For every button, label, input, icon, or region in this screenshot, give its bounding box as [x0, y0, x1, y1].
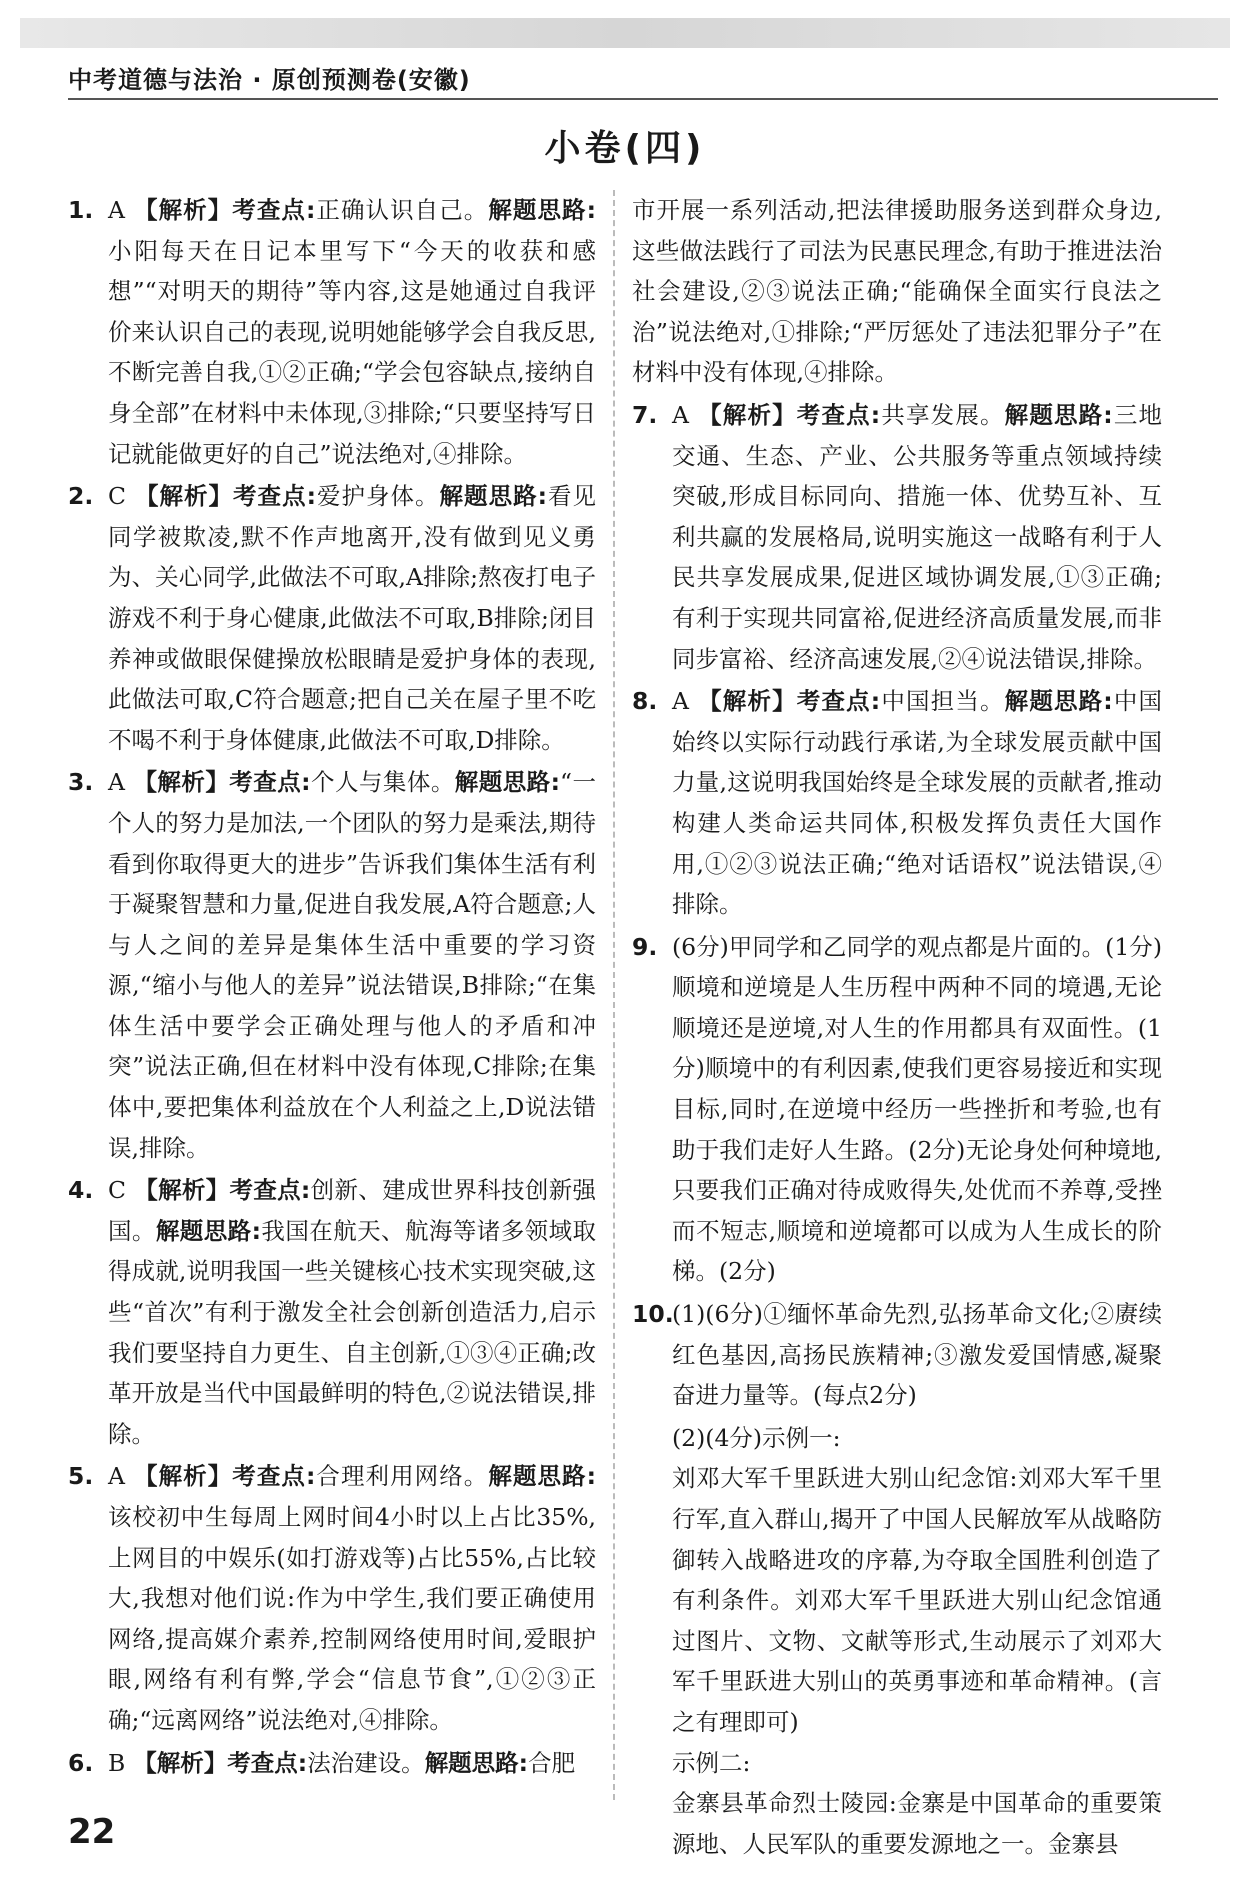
- answer-item-6-continued: 市开展一系列活动,把法律援助服务送到群众身边,这些做法践行了司法为民惠民理念,有助于推进法治社会建设,②③说法正确;“能确保全面实行良法之治”说法绝对,①排除;“严厉惩处了违法犯罪分子”在材料中没有体现,④排除。: [632, 196, 1162, 387]
- answer-item-9: 9. (6分)甲同学和乙同学的观点都是片面的。(1分)顺境和逆境是人生历程中两种不同的境遇,无论顺境还是逆境,对人生的作用都具有双面性。(1分)顺境中的有利因素,使我们更容易接近和实现目标,同时,在逆境中经历一些挫折和考验,也有助于我们走好人生路。(2分)无论身处何种境地,只要我们正确对待成败得失,处优而不养尊,受挫而不短志,顺境和逆境都可以成为人生成长的阶梯。(2分): [632, 932, 1162, 1286]
- answer-item-7: 7. A 【解析】考查点:共享发展。解题思路:三地交通、生态、产业、公共服务等重点领域持续突破,形成目标同向、措施一体、优势互补、互利共赢的发展格局,说明实施这一战略有利于人民共享发展成果,促进区域协调发展,①③正确;有利于实现共同富裕,促进经济高质量发展,而非同步富裕、经济高速发展,②④说法错误,排除。: [632, 400, 1163, 673]
- right-column: [632, 190, 1162, 1864]
- answer-item-2: 2. C 【解析】考查点:爱护身体。解题思路:看见同学被欺凌,默不作声地离开,没有做到见义勇为、关心同学,此做法不可取,A排除;熬夜打电子游戏不利于身心健康,此做法不可取,B排除;闭目养神或做眼保健操放松眼睛是爱护身体的表现,此做法可取,C符合题意;把自己关在屋子里不吃不喝不利于身体健康,此做法不可取,D排除。: [68, 482, 597, 754]
- answer-item-10: 10.(1)(6分)①缅怀革命先烈,弘扬革命文化;②赓续红色基因,高扬民族精神;③激发爱国情感,凝聚奋进力量等。(每点2分): [632, 1300, 1162, 1410]
- answer-item-8: 8. A 【解析】考查点:中国担当。解题思路:中国始终以实际行动践行承诺,为全球发展贡献中国力量,这说明我国始终是全球发展的贡献者,推动构建人类命运共同体,积极发挥负责任大国作用,①②③说法正确;“绝对话语权”说法错误,④排除。: [632, 687, 1163, 919]
- answer-item-1: 1. A 【解析】考查点:正确认识自己。解题思路:小阳每天在日记本里写下“今天的收获和感想”“对明天的期待”等内容,这是她通过自我评价来认识自己的表现,说明她能够学会自我反思,不断完善自我,①②正确;“学会包容缺点,接纳自身全部”在材料中未体现,③排除;“只要坚持写日记就能做更好的自己”说法绝对,④排除。: [68, 196, 596, 468]
- left-column: [68, 190, 596, 1785]
- running-header: 中考道德与法治 · 原创预测卷(安徽): [68, 66, 471, 94]
- page-number: 22: [68, 1812, 116, 1852]
- top-decorative-band: [20, 18, 1230, 48]
- answer-10-part2-head: (2)(4分)示例一:: [672, 1423, 841, 1452]
- answer-item-6: 6. B 【解析】考查点:法治建设。解题思路:合肥: [68, 1748, 576, 1777]
- header-rule: [68, 98, 1218, 100]
- section-title: 小卷(四): [544, 128, 706, 169]
- answer-10-example-2: 金寨县革命烈士陵园:金寨是中国革命的重要策源地、人民军队的重要发源地之一。金寨县: [672, 1789, 1162, 1858]
- answer-10-example-1: 刘邓大军千里跃进大别山纪念馆:刘邓大军千里行军,直入群山,揭开了中国人民解放军从战略防御转入战略进攻的序幕,为夺取全国胜利创造了有利条件。刘邓大军千里跃进大别山纪念馆通过图片、文物、文献等形式,生动展示了刘邓大军千里跃进大别山的英勇事迹和革命精神。(言之有理即可): [672, 1464, 1162, 1736]
- answer-item-3: 3. A 【解析】考查点:个人与集体。解题思路:“一个人的努力是加法,一个团队的努力是乘法,期待看到你取得更大的进步”告诉我们集体生活有利于凝聚智慧和力量,促进自我发展,A符合题意;人与人之间的差异是集体生活中重要的学习资源,“缩小与他人的差异”说法错误,B排除;“在集体生活中要学会正确处理与他人的矛盾和冲突”说法正确,但在材料中没有体现,C排除;在集体中,要把集体利益放在个人利益之上,D说法错误,排除。: [68, 768, 597, 1162]
- answer-10-example-2-head: 示例二:: [672, 1748, 751, 1777]
- answer-item-5: 5. A 【解析】考查点:合理利用网络。解题思路:该校初中生每周上网时间4小时以上占比35%,上网目的中娱乐(如打游戏等)占比55%,占比较大,我想对他们说:作为中学生,我们要正确使用网络,提高媒介素养,控制网络使用时间,爱眼护眼,网络有利有弊,学会“信息节食”,①②③正确;“远离网络”说法绝对,④排除。: [68, 1462, 596, 1734]
- column-divider: [613, 190, 615, 1800]
- answer-item-4: 4. C 【解析】考查点:创新、建成世界科技创新强国。解题思路:我国在航天、航海等诸多领域取得成就,说明我国一些关键核心技术实现突破,这些“首次”有利于激发全社会创新创造活力,启示我们要坚持自力更生、自主创新,①③④正确;改革开放是当代中国最鲜明的特色,②说法错误,排除。: [68, 1176, 597, 1448]
